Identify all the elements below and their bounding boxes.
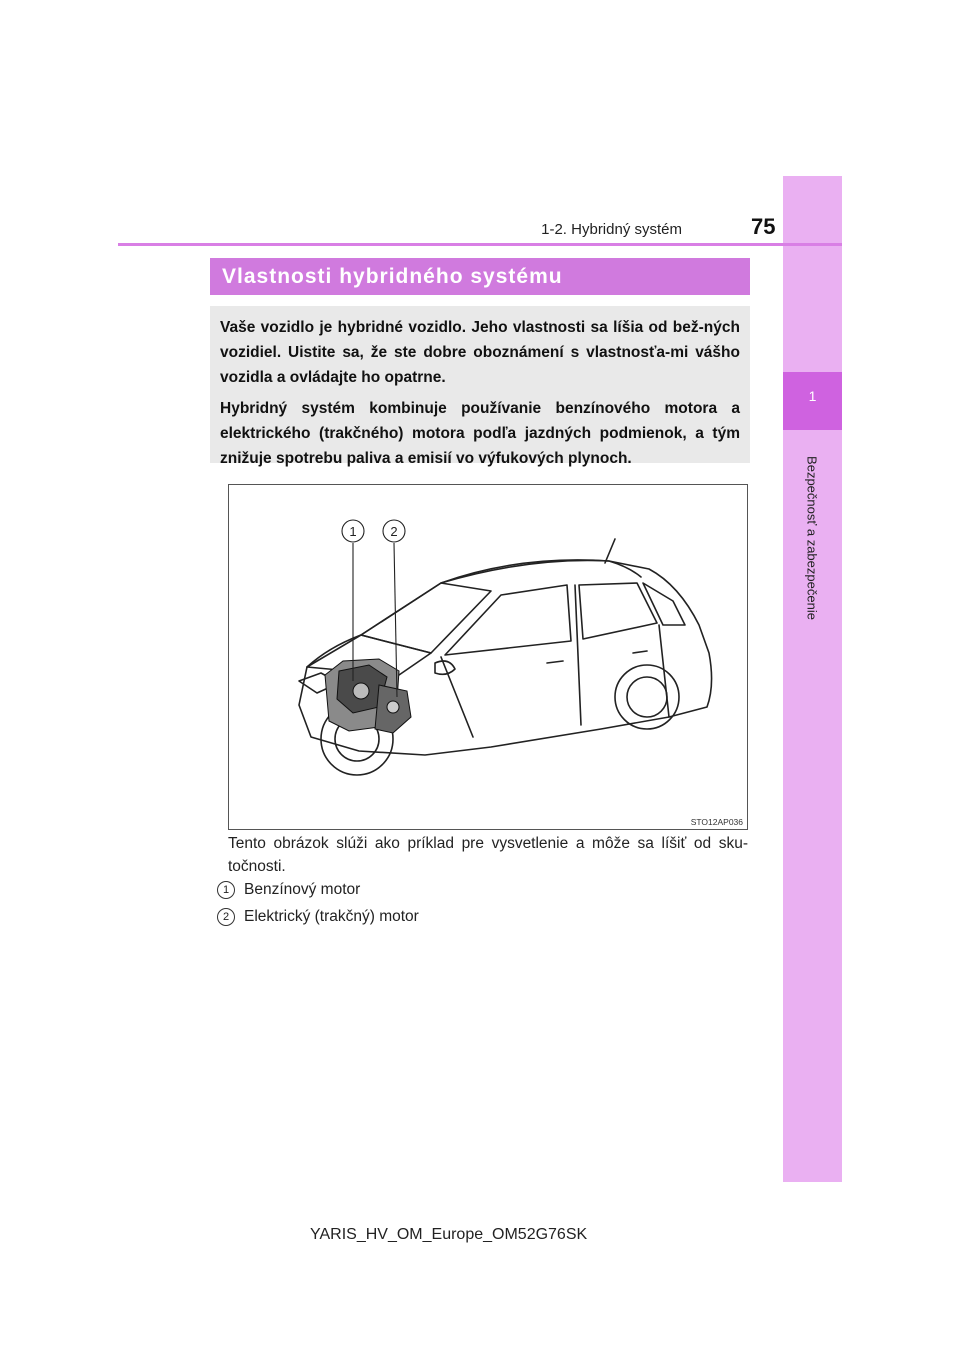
rear-window bbox=[579, 583, 657, 639]
header-divider bbox=[118, 243, 842, 246]
door-handles bbox=[547, 651, 647, 663]
engine-cluster bbox=[325, 659, 411, 733]
car-roof bbox=[441, 560, 641, 583]
rear-wheel bbox=[615, 665, 679, 729]
chapter-title: Bezpečnosť a zabezpečenie bbox=[804, 456, 820, 620]
callout-2-label: 2 bbox=[390, 524, 398, 539]
legend-number-2: 2 bbox=[217, 908, 235, 926]
intro-paragraph-1: Vaše vozidlo je hybridné vozidlo. Jeho vlastnosti sa líšia od bež-ných vozidiel. Uistite sa, že ste dobre oboznámení s vlastnosťa-mi vášho vozidla a ovládajte ho opatrne. bbox=[220, 319, 740, 386]
section-title: Vlastnosti hybridného systému bbox=[222, 264, 563, 288]
figure-caption: Tento obrázok slúži ako príklad pre vysvetlenie a môže sa líšiť od sku-točnosti. bbox=[228, 835, 748, 875]
section-title-bar bbox=[210, 258, 750, 295]
quarter-window bbox=[643, 583, 685, 625]
legend-number-1: 1 bbox=[217, 881, 235, 899]
legend-label-1: Benzínový motor bbox=[244, 881, 361, 898]
chapter-number: 1 bbox=[808, 388, 817, 404]
document-footer: YARIS_HV_OM_Europe_OM52G76SK bbox=[310, 1226, 588, 1243]
intro-box bbox=[210, 306, 750, 467]
intro-paragraph-2: Hybridný systém kombinuje používanie benzínového motora a elektrického (trakčného) motora podľa jazdných podmienok, a tým znižuje spotrebu paliva a emisií vo výfukových plynoch. bbox=[220, 400, 740, 467]
callout-1-label: 1 bbox=[349, 524, 357, 539]
hybrid-car-illustration bbox=[228, 484, 748, 830]
windshield bbox=[361, 583, 491, 653]
antenna bbox=[605, 539, 615, 563]
header-section-title: 1-2. Hybridný systém bbox=[541, 221, 682, 238]
side-tab bbox=[783, 176, 842, 1182]
car-drawing bbox=[229, 485, 747, 829]
figure-code: STO12AP036 bbox=[690, 817, 743, 827]
legend-label-2: Elektrický (trakčný) motor bbox=[244, 908, 419, 925]
page-number: 75 bbox=[751, 214, 776, 239]
legend-item-2 bbox=[217, 908, 419, 926]
legend-item-1 bbox=[217, 881, 360, 899]
